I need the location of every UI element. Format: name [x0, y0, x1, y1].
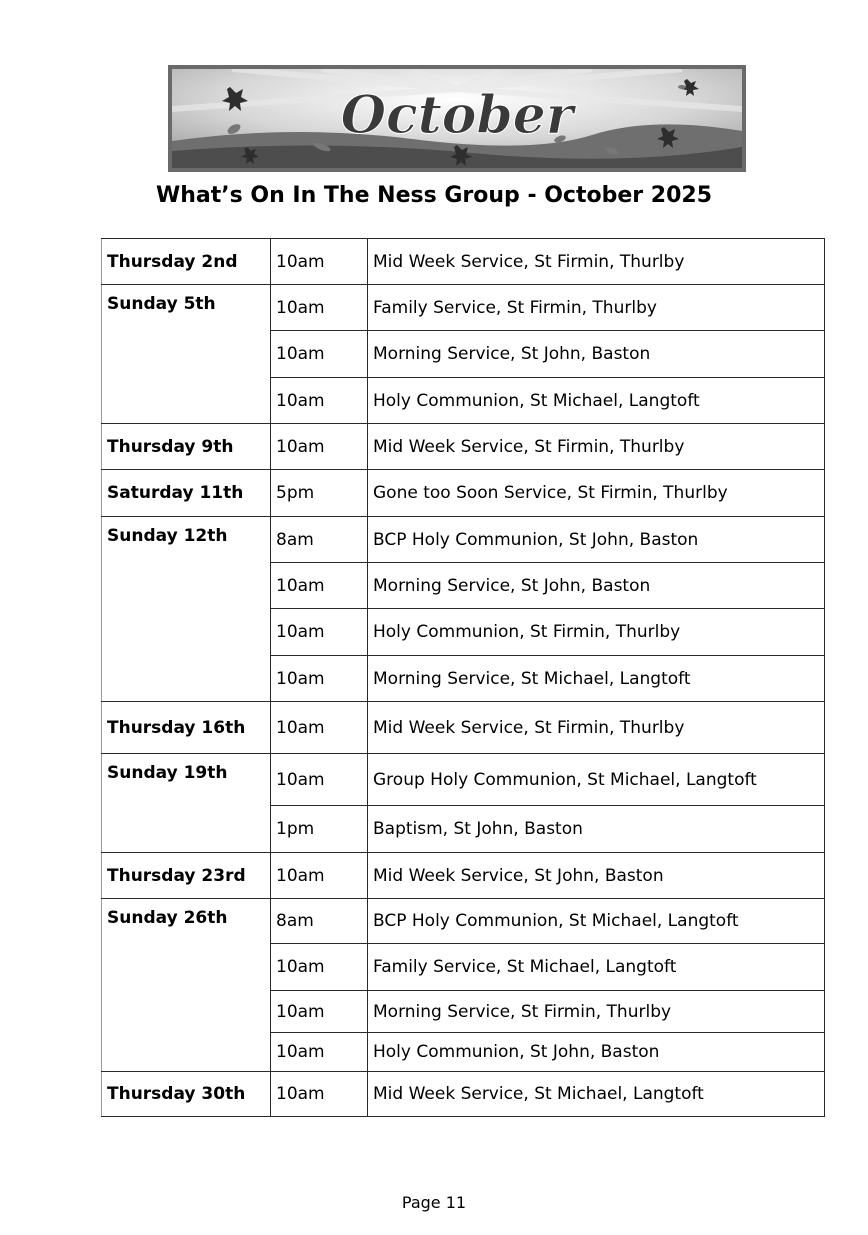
time-cell: 10am [271, 563, 368, 609]
event-cell: Mid Week Service, St Firmin, Thurlby [368, 239, 825, 285]
table-row [102, 285, 825, 331]
event-cell: Holy Communion, St Firmin, Thurlby [368, 609, 825, 656]
time-cell: 10am [271, 424, 368, 470]
day-cell: Thursday 9th [102, 424, 271, 470]
event-cell: Morning Service, St Firmin, Thurlby [368, 991, 825, 1033]
day-cell: Sunday 5th [102, 285, 271, 424]
time-cell: 8am [271, 517, 368, 563]
day-cell: Sunday 12th [102, 517, 271, 702]
day-cell: Thursday 23rd [102, 853, 271, 899]
time-cell: 10am [271, 378, 368, 424]
event-cell: Holy Communion, St Michael, Langtoft [368, 378, 825, 424]
time-cell: 8am [271, 899, 368, 944]
day-cell: Saturday 11th [102, 470, 271, 517]
event-cell: BCP Holy Communion, St John, Baston [368, 517, 825, 563]
table-row [102, 470, 825, 517]
event-cell: Mid Week Service, St Michael, Langtoft [368, 1072, 825, 1117]
time-cell: 10am [271, 239, 368, 285]
table-row [102, 702, 825, 754]
day-cell: Sunday 26th [102, 899, 271, 1072]
day-cell: Thursday 16th [102, 702, 271, 754]
time-cell: 1pm [271, 806, 368, 853]
events-schedule-table [101, 238, 825, 1117]
day-cell: Sunday 19th [102, 754, 271, 853]
table-row [102, 853, 825, 899]
table-row [102, 899, 825, 944]
event-cell: Morning Service, St Michael, Langtoft [368, 656, 825, 702]
event-cell: Mid Week Service, St John, Baston [368, 853, 825, 899]
event-cell: Holy Communion, St John, Baston [368, 1033, 825, 1072]
event-cell: Mid Week Service, St Firmin, Thurlby [368, 424, 825, 470]
autumn-leaves-banner-icon [172, 69, 742, 168]
time-cell: 10am [271, 754, 368, 806]
table-row [102, 1072, 825, 1117]
time-cell: 10am [271, 991, 368, 1033]
page-number: Page 11 [401, 1193, 467, 1212]
event-cell: Group Holy Communion, St Michael, Langtoft [368, 754, 825, 806]
event-cell: Mid Week Service, St Firmin, Thurlby [368, 702, 825, 754]
page-heading: What’s On In The Ness Group - October 2025 [155, 183, 713, 208]
time-cell: 10am [271, 853, 368, 899]
table-row [102, 517, 825, 563]
time-cell: 10am [271, 1072, 368, 1117]
table-row [102, 239, 825, 285]
event-cell: Baptism, St John, Baston [368, 806, 825, 853]
time-cell: 10am [271, 702, 368, 754]
event-cell: Family Service, St Michael, Langtoft [368, 944, 825, 991]
october-banner [168, 65, 746, 172]
day-cell: Thursday 2nd [102, 239, 271, 285]
event-cell: Morning Service, St John, Baston [368, 563, 825, 609]
table-row [102, 754, 825, 806]
time-cell: 10am [271, 1033, 368, 1072]
time-cell: 10am [271, 609, 368, 656]
banner-title: October [340, 85, 574, 146]
time-cell: 10am [271, 656, 368, 702]
time-cell: 10am [271, 285, 368, 331]
table-row [102, 424, 825, 470]
event-cell: BCP Holy Communion, St Michael, Langtoft [368, 899, 825, 944]
event-cell: Family Service, St Firmin, Thurlby [368, 285, 825, 331]
event-cell: Morning Service, St John, Baston [368, 331, 825, 378]
time-cell: 10am [271, 331, 368, 378]
time-cell: 10am [271, 944, 368, 991]
day-cell: Thursday 30th [102, 1072, 271, 1117]
event-cell: Gone too Soon Service, St Firmin, Thurlby [368, 470, 825, 517]
time-cell: 5pm [271, 470, 368, 517]
